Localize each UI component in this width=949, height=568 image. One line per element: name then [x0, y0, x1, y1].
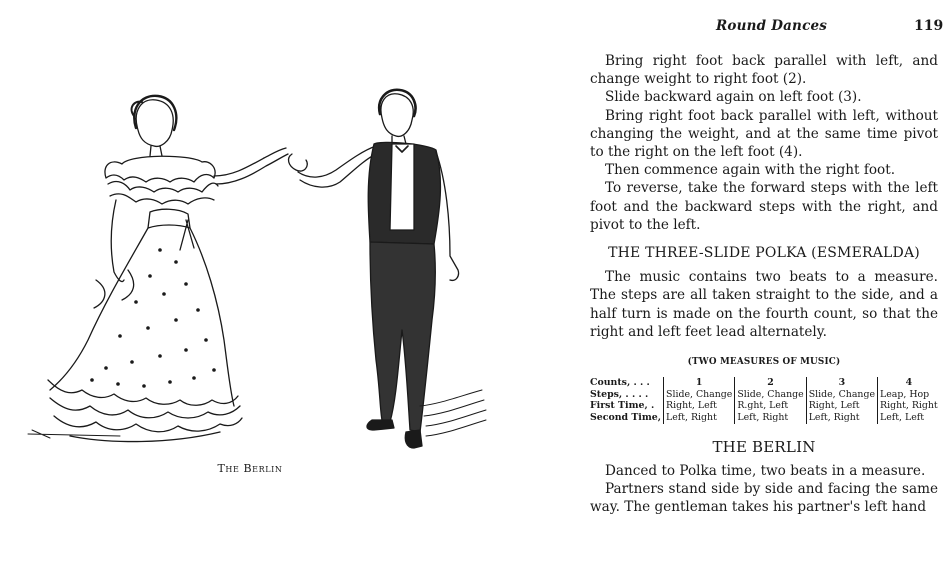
table-cell: Left, Right — [664, 412, 735, 424]
paragraph: Slide backward again on left foot (3). — [605, 89, 862, 106]
table-cell: 1 — [664, 377, 735, 389]
table-cell: Slide, Change — [806, 389, 877, 401]
steps-table — [590, 377, 940, 423]
table-cell: Right, Right — [878, 400, 940, 412]
table-cell: Slide, Change — [735, 389, 806, 401]
table-cell: Left, Right — [806, 412, 877, 424]
dancers-illustration — [10, 80, 500, 470]
paragraph: Bring right foot back parallel with left, without changing the weight, and at the same time pivot to the right on the left foot (4). — [590, 107, 938, 161]
table-cell: Slide, Change — [664, 389, 735, 401]
steps-table-title: (TWO MEASURES OF MUSIC) — [687, 357, 841, 368]
paragraph: To reverse, take the forward steps with the left foot and the backward steps with the right, and pivot to the left. — [590, 180, 938, 233]
lady-figure — [28, 96, 288, 442]
page-number: 119 — [914, 18, 944, 34]
table-cell: 3 — [806, 377, 877, 389]
table-cell: Left, Left — [878, 412, 940, 424]
table-cell: Right, Left — [664, 400, 735, 412]
illustration-caption: The Berlin — [217, 462, 283, 475]
section-heading-berlin: THE BERLIN — [712, 437, 816, 456]
table-cell: Right, Left — [806, 400, 877, 412]
row-label: Steps, . . . . — [590, 388, 649, 400]
table-row — [590, 377, 940, 389]
paragraph: Then commence again with the right foot. — [605, 162, 896, 179]
text-column — [590, 52, 938, 516]
row-label: Counts, . . . — [590, 377, 650, 389]
table-cell: R.ght, Left — [735, 400, 806, 412]
table-row — [590, 400, 940, 412]
table-cell: 2 — [735, 377, 806, 389]
row-label: Second Time, — [590, 412, 662, 424]
table-cell: Leap, Hop — [878, 389, 940, 401]
table-cell: Left, Right — [735, 412, 806, 424]
running-title: Round Dances — [716, 18, 828, 34]
table-row — [590, 389, 940, 401]
row-label: First Time, . — [590, 400, 655, 412]
gentleman-figure — [289, 90, 486, 448]
table-row — [590, 412, 940, 424]
paragraph: The music contains two beats to a measure. The steps are all taken straight to the side, and a half turn is made on the fourth count, so that the right and left feet lead alternately. — [590, 269, 938, 340]
section-heading-three-slide-polka: THE THREE-SLIDE POLKA (ESMERALDA) — [608, 245, 920, 262]
paragraph: Danced to Polka time, two beats in a measure. — [605, 462, 926, 479]
paragraph: Partners stand side by side and facing the same way. The gentleman takes his partner's left hand — [590, 481, 938, 516]
paragraph: Bring right foot back parallel with left, and change weight to right foot (2). — [590, 53, 938, 88]
table-cell: 4 — [878, 377, 940, 389]
